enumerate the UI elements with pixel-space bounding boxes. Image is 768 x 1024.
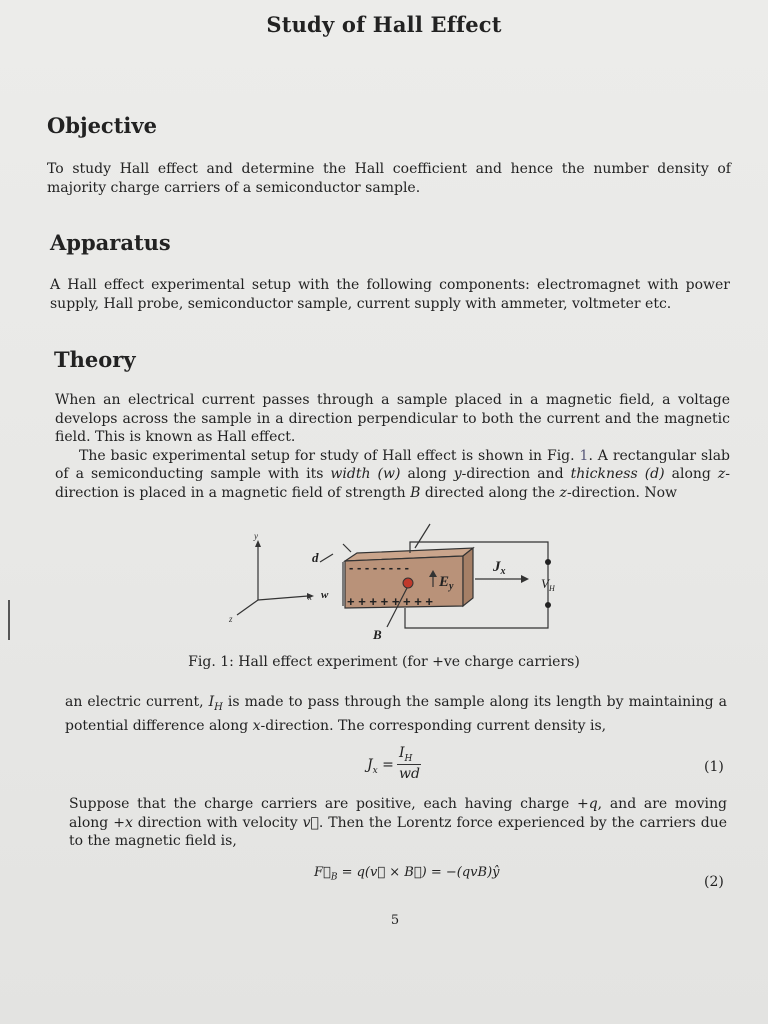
fig-label-ey: $E_y$ — [439, 574, 454, 592]
width-term: width — [330, 466, 371, 482]
jx-arrowhead — [521, 575, 529, 583]
after-fig-a: an electric current, — [65, 694, 209, 710]
d-symbol: (d) — [644, 466, 665, 482]
page-edge-mark — [8, 600, 10, 640]
theory-p2-g: directed along the — [420, 484, 560, 501]
page-number: 5 — [390, 913, 400, 928]
theory-p2-b: . A rectangular slab of a semiconducting sample with its — [55, 447, 731, 482]
theory-heading: Theory — [54, 347, 136, 372]
apparatus-heading: Apparatus — [50, 230, 171, 255]
fig-label-z: z — [229, 614, 233, 624]
theory-p2-d: -direction and — [461, 466, 571, 482]
z-symbol: z — [717, 466, 726, 482]
vh-terminal-bottom — [545, 602, 551, 608]
fig-minus-row: - - - - - - - - — [349, 560, 409, 575]
d-tick — [343, 544, 351, 552]
theory-p2-f: -direction is placed in a magnetic field of strength — [55, 466, 731, 501]
theory-paragraph-1 — [55, 391, 730, 502]
b-symbol: B — [410, 484, 421, 501]
y-axis-arrowhead — [255, 540, 261, 547]
fig-label-x: x — [308, 592, 312, 602]
equation-2 — [314, 865, 500, 883]
fig-plus-row: + + + + + + + + — [347, 594, 434, 609]
after-fig-c: -direction. The corresponding current density is, — [260, 718, 607, 735]
fig-ref-link[interactable]: 1 — [579, 447, 589, 464]
figure-caption: Fig. 1: Hall effect experiment (for +ve charge carriers) — [188, 654, 580, 670]
eq2-lhs-sub: B — [330, 872, 338, 883]
apparatus-text: A Hall effect experimental setup with the following components: electromagnet with power supply, Hall probe, semiconductor sample, current supply with ammeter, voltmeter etc. — [50, 277, 730, 312]
v-symbol: v⃗ — [302, 814, 319, 831]
q-symbol: q — [588, 796, 598, 812]
suppose-paragraph — [69, 795, 727, 851]
suppose-b: , and are moving along + — [69, 796, 727, 831]
fig-label-w: w — [321, 589, 329, 601]
eq2-rhs: = q(v⃗ × B⃗) = −(qvB)ŷ — [337, 865, 500, 880]
after-figure-paragraph — [65, 693, 727, 736]
fig-label-b: B — [373, 627, 382, 642]
ih-symbol: $I_H$ — [208, 694, 223, 713]
w-symbol: (w) — [377, 466, 401, 482]
suppose-c: direction with velocity — [132, 814, 303, 831]
page-title: Study of Hall Effect — [266, 12, 502, 37]
equation-1-number: (1) — [704, 759, 724, 775]
theory-p1-text: When an electrical current passes through a sample placed in a magnetic field, a voltage develops across the sample in a direction perpendicular to both the current and the magnetic field. This is known as Hall effect. — [55, 392, 730, 445]
x-axis — [258, 596, 308, 600]
objective-text: To study Hall effect and determine the Hall coefficient and hence the number density of majority charge carriers of a semiconductor sample. — [47, 161, 731, 196]
theory-p2 — [55, 447, 730, 503]
equation-1 — [367, 745, 447, 785]
after-fig-b: is made to pass through the sample along its length by maintaining a potential difference along — [65, 694, 728, 735]
hall-effect-figure — [225, 522, 555, 644]
fig-label-jx: $J_x$ — [493, 559, 506, 577]
theory-p2-h: -direction. Now — [566, 484, 678, 501]
eq1-denominator: wd — [399, 766, 420, 782]
z-symbol-2: z — [559, 484, 567, 501]
vh-wire-top — [415, 524, 430, 548]
eq1-fraction-bar — [397, 764, 421, 765]
slab-side — [463, 548, 473, 606]
b-field-dot — [403, 578, 413, 588]
fig-label-y: y — [254, 531, 258, 541]
x-symbol-2: x — [124, 814, 133, 831]
theory-p2-a: The basic experimental setup for study of Hall effect is shown in Fig. — [79, 447, 580, 464]
x-symbol: x — [252, 718, 261, 735]
suppose-a: Suppose that the charge carriers are positive, each having charge + — [69, 796, 589, 812]
thickness-term: thickness — [570, 466, 638, 482]
objective-heading: Objective — [47, 113, 157, 138]
d-arrow — [320, 554, 333, 562]
eq1-numerator: $I_H$ — [399, 745, 413, 764]
eq2-lhs: F⃗ — [314, 865, 331, 880]
y-symbol: y — [453, 466, 462, 482]
eq1-lhs: $J_x$ = — [367, 757, 394, 776]
fig-label-d: d — [312, 550, 319, 565]
vh-terminal-top — [545, 559, 551, 565]
theory-p2-c: along — [400, 466, 454, 482]
suppose-d: . Then the Lorentz force experienced by the carriers due to the magnetic field is, — [69, 814, 727, 849]
fig-label-vh: $V_H$ — [541, 576, 555, 593]
theory-p2-e: along — [664, 466, 718, 482]
z-axis — [237, 600, 258, 615]
equation-2-number: (2) — [704, 874, 724, 890]
